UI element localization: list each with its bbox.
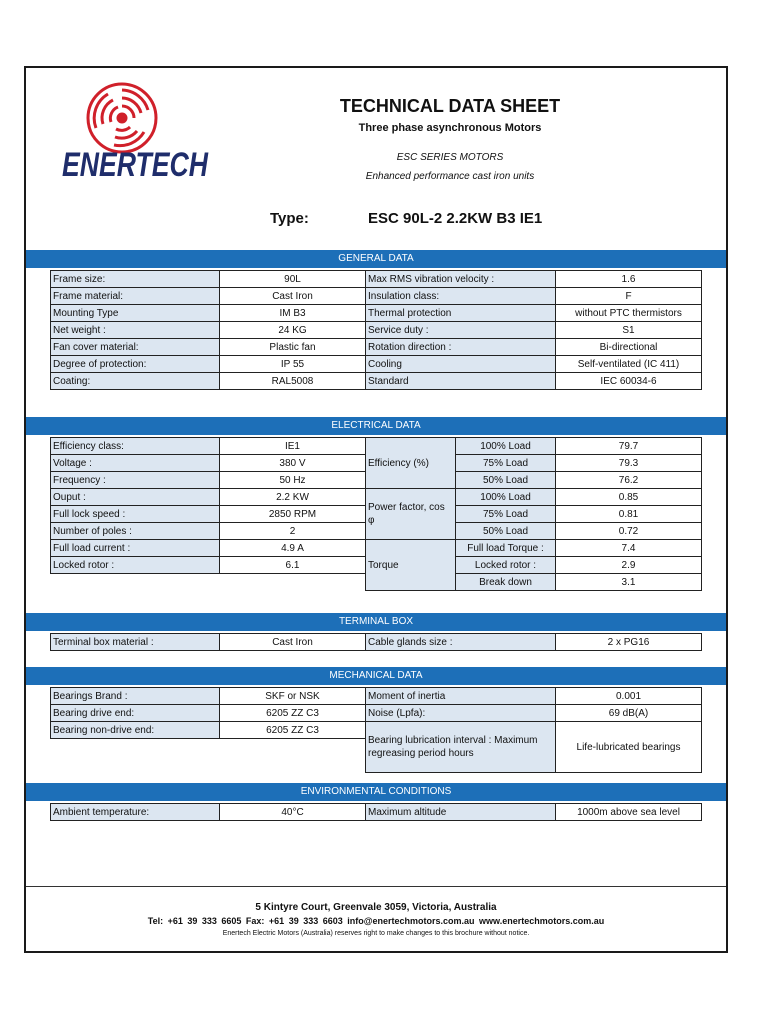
table-row	[51, 540, 702, 557]
footer-contact: Tel: +61 39 333 6605 Fax: +61 39 333 6603 info@enertechmotors.com.au www.enertechmotors.com.au	[147, 916, 605, 926]
table-row	[51, 722, 702, 739]
label-cell: 75% Load	[456, 506, 556, 523]
value-cell: F	[556, 288, 702, 305]
type-label: Type:	[270, 210, 309, 227]
general-data-table	[50, 270, 702, 390]
label-cell: Moment of inertia	[366, 688, 556, 705]
value-cell: 0.85	[556, 489, 702, 506]
value-cell: Cast Iron	[220, 634, 366, 651]
value-cell: without PTC thermistors	[556, 305, 702, 322]
label-cell: Bearing non-drive end:	[51, 722, 220, 739]
value-cell: 7.4	[556, 540, 702, 557]
type-value: ESC 90L-2 2.2KW B3 IE1	[368, 210, 543, 227]
electrical-data-table	[50, 437, 702, 591]
section-terminal-title: TERMINAL BOX	[26, 613, 726, 631]
mechanical-data-table	[50, 687, 702, 773]
label-cell: Ouput :	[51, 489, 220, 506]
page-subtitle: Three phase asynchronous Motors	[358, 122, 542, 134]
value-cell: IP 55	[220, 356, 366, 373]
environmental-table	[50, 803, 702, 821]
table-row	[51, 489, 702, 506]
section-environmental-title: ENVIRONMENTAL CONDITIONS	[26, 783, 726, 801]
table-row	[51, 339, 702, 356]
value-cell: 380 V	[220, 455, 366, 472]
label-cell: Efficiency (%)	[366, 438, 456, 489]
label-cell: Locked rotor :	[456, 557, 556, 574]
table-row	[51, 634, 702, 651]
label-cell: Fan cover material:	[51, 339, 220, 356]
empty-cell	[220, 756, 366, 773]
label-cell: Full lock speed :	[51, 506, 220, 523]
label-cell: Bearing drive end:	[51, 705, 220, 722]
table-row	[51, 322, 702, 339]
label-cell: Voltage :	[51, 455, 220, 472]
table-row	[51, 305, 702, 322]
label-cell: Full load Torque :	[456, 540, 556, 557]
value-cell: IE1	[220, 438, 366, 455]
label-cell: Noise (Lpfa):	[366, 705, 556, 722]
table-row	[51, 271, 702, 288]
table-row	[51, 688, 702, 705]
footer-disclaimer: Enertech Electric Motors (Australia) reserves right to make changes to this brochure without notice.	[222, 930, 530, 937]
value-cell: RAL5008	[220, 373, 366, 390]
value-cell: Self-ventilated (IC 411)	[556, 356, 702, 373]
label-cell: Frequency :	[51, 472, 220, 489]
value-cell: 79.3	[556, 455, 702, 472]
table-row	[51, 804, 702, 821]
value-cell: 2.2 KW	[220, 489, 366, 506]
label-cell: 100% Load	[456, 489, 556, 506]
empty-cell	[220, 739, 366, 756]
value-cell: 2 x PG16	[556, 634, 702, 651]
label-cell: Bearings Brand :	[51, 688, 220, 705]
value-cell: 40°C	[220, 804, 366, 821]
label-cell: 75% Load	[456, 455, 556, 472]
value-cell: 6205 ZZ C3	[220, 722, 366, 739]
label-cell: Insulation class:	[366, 288, 556, 305]
label-cell: Life-lubricated bearings	[556, 722, 702, 773]
value-cell: 2850 RPM	[220, 506, 366, 523]
value-cell: 1.6	[556, 271, 702, 288]
value-cell: 90L	[220, 271, 366, 288]
label-cell: Frame size:	[51, 271, 220, 288]
label-cell: Rotation direction :	[366, 339, 556, 356]
empty-cell	[220, 574, 366, 591]
value-cell: SKF or NSK	[220, 688, 366, 705]
empty-cell	[51, 574, 220, 591]
value-cell: S1	[556, 322, 702, 339]
value-cell: 0.001	[556, 688, 702, 705]
empty-cell	[51, 756, 220, 773]
series-label: ESC SERIES MOTORS	[396, 152, 504, 163]
label-cell: Max RMS vibration velocity :	[366, 271, 556, 288]
label-cell: Maximum altitude	[366, 804, 556, 821]
footer-address: 5 Kintyre Court, Greenvale 3059, Victoria, Australia	[255, 902, 497, 913]
section-general-title: GENERAL DATA	[26, 250, 726, 268]
value-cell: 3.1	[556, 574, 702, 591]
empty-cell	[51, 739, 220, 756]
value-cell: 79.7	[556, 438, 702, 455]
label-cell: Terminal box material :	[51, 634, 220, 651]
value-cell: 24 KG	[220, 322, 366, 339]
label-cell: Power factor, cos φ	[366, 489, 456, 540]
label-cell: Service duty :	[366, 322, 556, 339]
label-cell: Net weight :	[51, 322, 220, 339]
label-cell: Torque	[366, 540, 456, 591]
table-row	[51, 288, 702, 305]
label-cell: Standard	[366, 373, 556, 390]
value-cell: 76.2	[556, 472, 702, 489]
value-cell: 0.72	[556, 523, 702, 540]
label-cell: Degree of protection:	[51, 356, 220, 373]
label-cell: 100% Load	[456, 438, 556, 455]
label-cell: Efficiency class:	[51, 438, 220, 455]
fan-logo-icon	[60, 80, 220, 190]
label-cell: 50% Load	[456, 523, 556, 540]
label-cell: Thermal protection	[366, 305, 556, 322]
page-title: TECHNICAL DATA SHEET	[339, 96, 561, 116]
table-row	[51, 705, 702, 722]
label-cell: Mounting Type	[51, 305, 220, 322]
value-cell: 2.9	[556, 557, 702, 574]
value-cell: 2	[220, 523, 366, 540]
label-cell: Locked rotor :	[51, 557, 220, 574]
tagline: Enhanced performance cast iron units	[365, 171, 535, 182]
table-row	[51, 356, 702, 373]
value-cell: 6.1	[220, 557, 366, 574]
value-cell: 0.81	[556, 506, 702, 523]
value-cell: Bi-directional	[556, 339, 702, 356]
section-mechanical-title: MECHANICAL DATA	[26, 667, 726, 685]
value-cell: 69 dB(A)	[556, 705, 702, 722]
label-cell: Coating:	[51, 373, 220, 390]
value-cell: 1000m above sea level	[556, 804, 702, 821]
table-row	[51, 373, 702, 390]
label-cell: Cable glands size :	[366, 634, 556, 651]
label-cell: Full load current :	[51, 540, 220, 557]
label-cell: 50% Load	[456, 472, 556, 489]
label-cell: Cooling	[366, 356, 556, 373]
value-cell: IM B3	[220, 305, 366, 322]
label-cell: Ambient temperature:	[51, 804, 220, 821]
value-cell: Cast Iron	[220, 288, 366, 305]
value-cell: Plastic fan	[220, 339, 366, 356]
value-cell: IEC 60034-6	[556, 373, 702, 390]
svg-text:ENERTECH: ENERTECH	[62, 146, 210, 184]
value-cell: 50 Hz	[220, 472, 366, 489]
label-cell: Bearing lubrication interval : Maximum regreasing period hours	[366, 722, 556, 773]
section-electrical-title: ELECTRICAL DATA	[26, 417, 726, 435]
value-cell: 6205 ZZ C3	[220, 705, 366, 722]
label-cell: Break down	[456, 574, 556, 591]
label-cell: Number of poles :	[51, 523, 220, 540]
footer-divider	[26, 886, 726, 887]
enertech-logo	[60, 80, 220, 190]
terminal-box-table	[50, 633, 702, 651]
table-row	[51, 438, 702, 455]
label-cell: Frame material:	[51, 288, 220, 305]
value-cell: 4.9 A	[220, 540, 366, 557]
